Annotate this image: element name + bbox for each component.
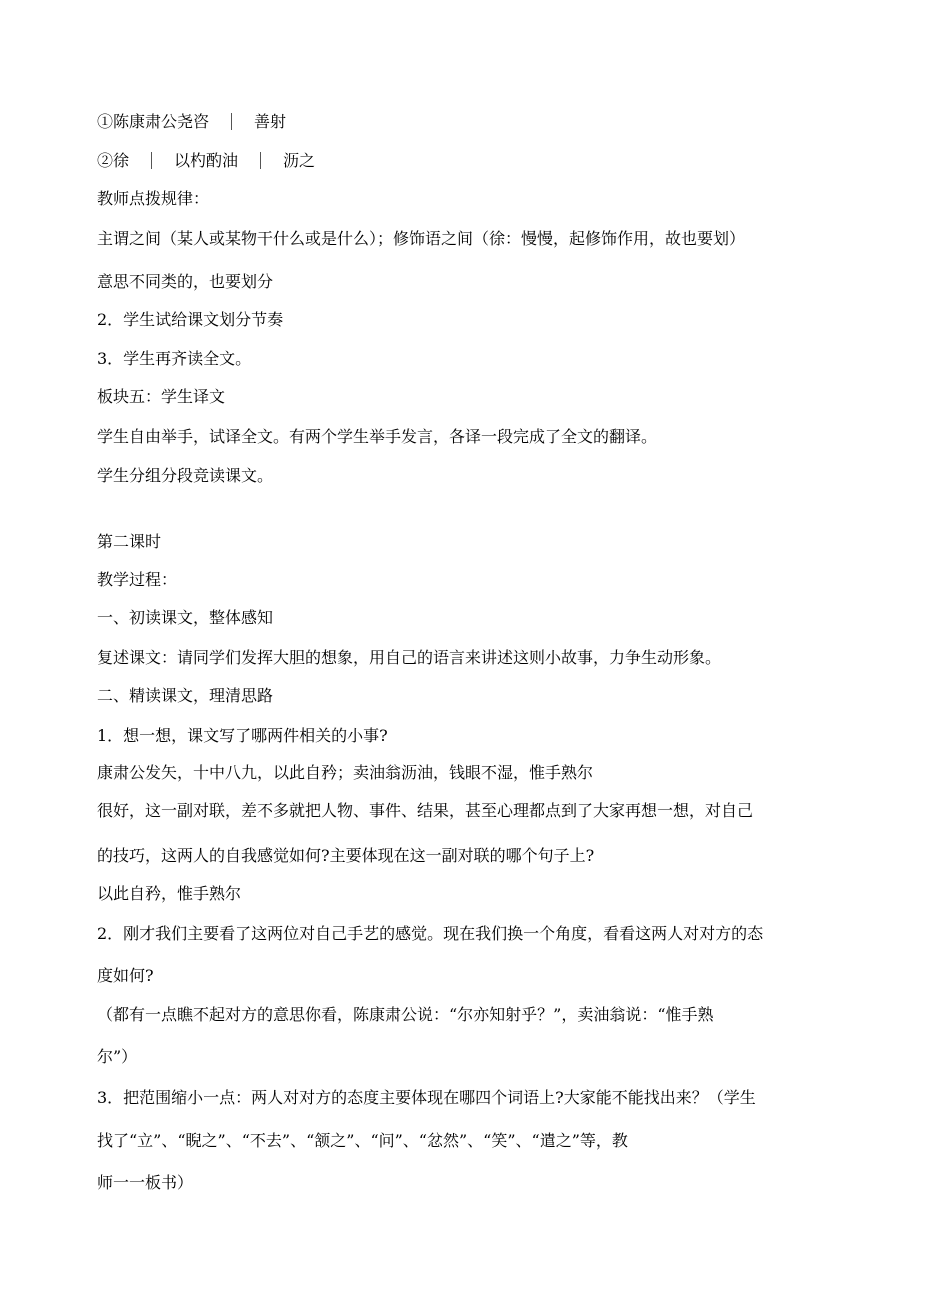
text-line: 找了“立”、“睨之”、“不去”、“颔之”、“问”、“忿然”、“笑”、“遣之”等，教 [97, 1131, 628, 1150]
text-line: （都有一点瞧不起对方的意思你看，陈康肃公说：“尔亦知射乎？”，卖油翁说：“惟手熟 [97, 1005, 714, 1024]
pause-segment: ②徐 [97, 151, 130, 170]
pause-segment: 善射 [254, 112, 287, 131]
lesson-heading: 第二课时 [97, 532, 162, 551]
text-line: 度如何? [97, 966, 154, 985]
text-line: 3．学生再齐读全文。 [97, 349, 252, 368]
text-line: 3．把范围缩小一点：两人对对方的态度主要体现在哪四个词语上?大家能不能找出来？（学生 [97, 1088, 756, 1107]
text-line: 学生自由举手，试译全文。有两个学生举手发言，各译一段完成了全文的翻译。 [97, 427, 658, 446]
pause-divider [151, 152, 152, 169]
text-line: 康肃公发矢，十中八九，以此自矜；卖油翁沥油，钱眼不湿，惟手熟尔 [97, 763, 594, 782]
text-line: 2．刚才我们主要看了这两位对自己手艺的感觉。现在我们换一个角度，看看这两人对对方的态 [97, 924, 764, 943]
text-line: 一、初读课文，整体感知 [97, 608, 274, 627]
text-line: 教师点拨规律： [97, 189, 210, 208]
text-line: 学生分组分段竞读课文。 [97, 466, 274, 485]
pause-example-1 [97, 112, 286, 132]
text-line: 二、精读课文，理清思路 [97, 686, 274, 705]
text-line: 师一一板书） [97, 1173, 194, 1192]
pause-segment: 以杓酌油 [174, 151, 239, 170]
text-line: 很好，这一副对联，差不多就把人物、事件、结果，甚至心理都点到了大家再想一想，对自己 [97, 801, 754, 820]
pause-divider [231, 113, 232, 130]
text-line: 2．学生试给课文划分节奏 [97, 310, 284, 329]
text-line: 意思不同类的，也要划分 [97, 272, 274, 291]
text-line: 教学过程： [97, 570, 178, 589]
pause-segment: 沥之 [283, 151, 316, 170]
text-line: 复述课文：请同学们发挥大胆的想象，用自己的语言来讲述这则小故事，力争生动形象。 [97, 648, 722, 667]
text-line: 以此自矜，惟手熟尔 [97, 884, 242, 903]
pause-segment: ①陈康肃公尧咨 [97, 112, 210, 131]
text-line: 尔”） [97, 1047, 138, 1066]
pause-divider [260, 152, 261, 169]
pause-example-2 [97, 151, 315, 171]
text-line: 主谓之间（某人或某物干什么或是什么）；修饰语之间（徐：慢慢，起修饰作用，故也要划） [97, 229, 746, 248]
section-heading: 板块五：学生译文 [97, 387, 226, 406]
text-line: 1．想一想，课文写了哪两件相关的小事? [97, 726, 388, 745]
text-line: 的技巧，这两人的自我感觉如何?主要体现在这一副对联的哪个句子上? [97, 846, 595, 865]
